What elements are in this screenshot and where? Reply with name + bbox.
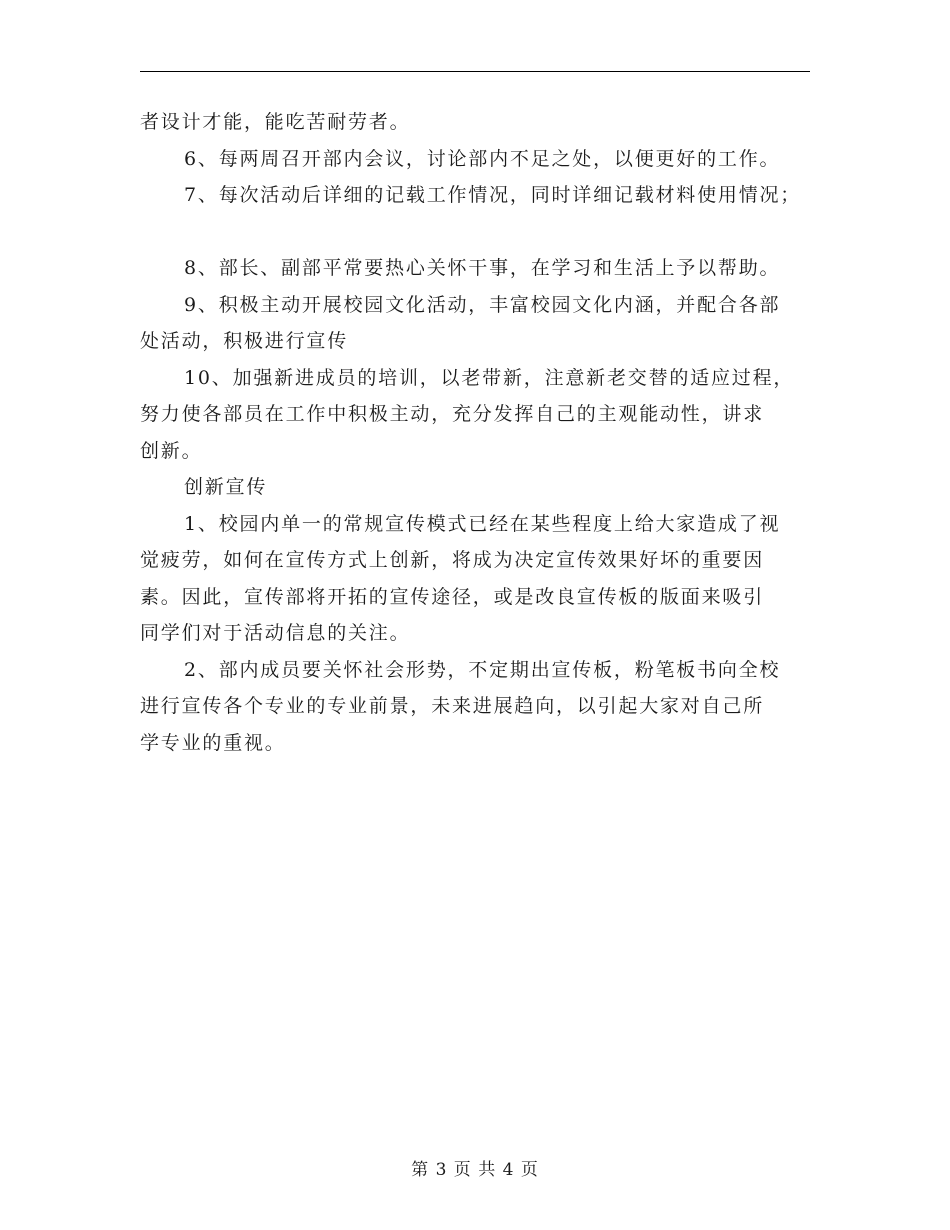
- text-line: 觉疲劳，如何在宣传方式上创新，将成为决定宣传效果好坏的重要因: [140, 549, 765, 571]
- text-line: 努力使各部员在工作中积极主动，充分发挥自己的主观能动性，讲求: [140, 403, 765, 425]
- text-line: 素。因此，宣传部将开拓的宣传途径，或是改良宣传板的版面来吸引: [140, 585, 765, 608]
- text-line: 9、积极主动开展校园文化活动，丰富校园文化内涵，并配合各部: [184, 293, 781, 316]
- blank-line: [140, 214, 830, 251]
- current-page-number: 3: [435, 1160, 448, 1180]
- header-rule: [140, 71, 810, 72]
- text-line: 处活动，积极进行宣传: [140, 330, 349, 352]
- total-page-number: 4: [502, 1160, 515, 1180]
- text-line: 8、部长、副部平常要热心关怀干事，在学习和生活上予以帮助。: [184, 257, 781, 279]
- text-line: 10、加强新进成员的培训，以老带新，注意新老交替的适应过程，: [184, 366, 795, 389]
- text-line: 进行宣传各个专业的专业前景，未来进展趋向，以引起大家对自己所: [140, 695, 765, 717]
- text-line: 7、每次活动后详细的记载工作情况，同时详细记载材料使用情况；: [184, 184, 802, 206]
- footer-suffix: 页: [520, 1160, 539, 1180]
- page-footer: [0, 1155, 950, 1180]
- text-line: 6、每两周召开部内会议，讨论部内不足之处，以便更好的工作。: [184, 147, 781, 170]
- footer-middle: 页 共: [453, 1160, 497, 1180]
- text-line: 1、校园内单一的常规宣传模式已经在某些程度上给大家造成了视: [184, 512, 781, 535]
- section-heading: 创新宣传: [184, 476, 268, 498]
- text-line: 同学们对于活动信息的关注。: [140, 622, 411, 644]
- text-line: 创新。: [140, 439, 203, 462]
- document-body: [140, 104, 830, 761]
- footer-prefix: 第: [411, 1160, 430, 1180]
- text-line: 学专业的重视。: [140, 731, 286, 754]
- text-line: 2、部内成员要关怀社会形势，不定期出宣传板，粉笔板书向全校: [184, 658, 781, 681]
- text-line: 者设计才能，能吃苦耐劳者。: [140, 111, 411, 133]
